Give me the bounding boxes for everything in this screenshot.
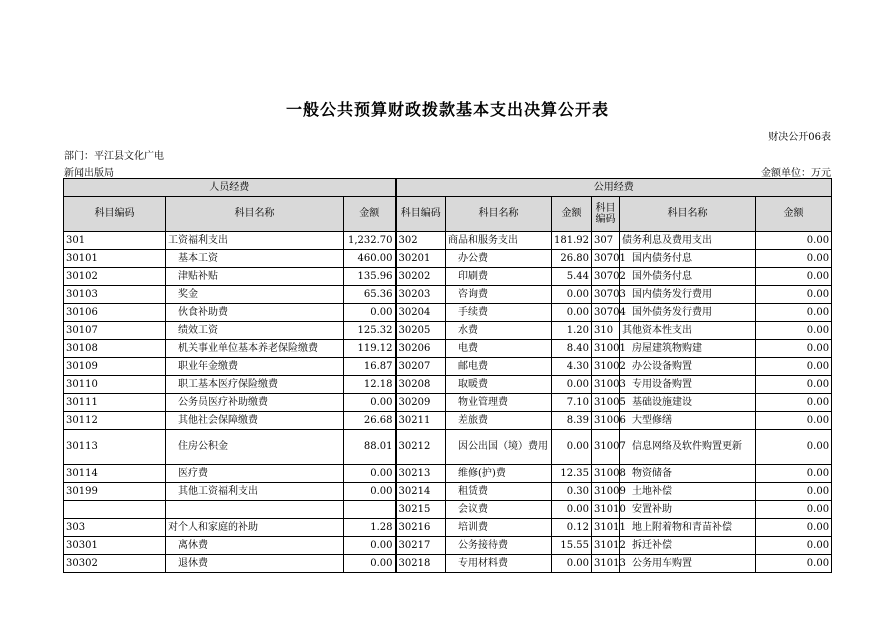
name-cell: 会议费: [446, 501, 552, 519]
name-cell: 培训费: [446, 519, 552, 537]
code-cell: 30206: [396, 340, 446, 358]
name-cell: 债务利息及费用支出: [620, 232, 756, 250]
amount-cell: 26.68: [344, 412, 396, 430]
table-row: [64, 232, 832, 250]
name-cell: 退休费: [166, 555, 344, 573]
col-amount-header: 金额: [756, 197, 832, 232]
name-cell: 公务接待费: [446, 537, 552, 555]
name-cell: 其他资本性支出: [620, 322, 756, 340]
amount-cell: 65.36: [344, 286, 396, 304]
name-cell: 取暖费: [446, 376, 552, 394]
amount-cell: 460.00: [344, 250, 396, 268]
name-cell: 专用设备购置: [620, 376, 756, 394]
amount-cell: 0.00: [344, 483, 396, 501]
table-row: [64, 555, 832, 573]
amount-cell: 1.28: [344, 519, 396, 537]
col-code-header: 科目编码: [64, 197, 166, 232]
amount-cell: 16.87: [344, 358, 396, 376]
amount-cell: 0.00: [552, 501, 592, 519]
name-cell: 基础设施建设: [620, 394, 756, 412]
table-row: [64, 537, 832, 555]
name-cell: 国内债务发行费用: [620, 286, 756, 304]
table-row: [64, 304, 832, 322]
col-name-header: 科目名称: [166, 197, 344, 232]
name-cell: 租赁费: [446, 483, 552, 501]
code-cell: 30103: [64, 286, 166, 304]
code-cell: 31013: [592, 555, 620, 573]
code-cell: 30208: [396, 376, 446, 394]
amount-cell: 0.00: [344, 394, 396, 412]
code-cell: 30211: [396, 412, 446, 430]
table-row: [64, 250, 832, 268]
col-name-header: 科目名称: [446, 197, 552, 232]
name-cell: 差旅费: [446, 412, 552, 430]
code-cell: 30106: [64, 304, 166, 322]
name-cell: 水费: [446, 322, 552, 340]
amount-cell: 0.00: [756, 232, 832, 250]
name-cell: 国内债务付息: [620, 250, 756, 268]
table-row: [64, 412, 832, 430]
code-cell: 30203: [396, 286, 446, 304]
amount-cell: 0.00: [756, 358, 832, 376]
code-cell: 30212: [396, 430, 446, 465]
code-cell: 30302: [64, 555, 166, 573]
code-cell: 30218: [396, 555, 446, 573]
code-cell: 30110: [64, 376, 166, 394]
name-cell: 离休费: [166, 537, 344, 555]
amount-cell: 0.00: [756, 322, 832, 340]
code-cell: 30703: [592, 286, 620, 304]
code-cell: 30201: [396, 250, 446, 268]
code-cell: 30216: [396, 519, 446, 537]
amount-cell: 12.18: [344, 376, 396, 394]
name-cell: 信息网络及软件购置更新: [620, 430, 756, 465]
amount-cell: 0.00: [756, 430, 832, 465]
col-name-header: 科目名称: [620, 197, 756, 232]
table-row: [64, 483, 832, 501]
table-row: [64, 501, 832, 519]
code-cell: 31012: [592, 537, 620, 555]
amount-cell: 0.00: [552, 376, 592, 394]
amount-cell: 0.00: [552, 304, 592, 322]
amount-cell: 8.40: [552, 340, 592, 358]
amount-cell: 5.44: [552, 268, 592, 286]
name-cell: 其他社会保障缴费: [166, 412, 344, 430]
name-cell: 职业年金缴费: [166, 358, 344, 376]
code-cell: 302: [396, 232, 446, 250]
name-cell: 因公出国（境）费用: [446, 430, 552, 465]
code-cell: 30204: [396, 304, 446, 322]
code-cell: 30112: [64, 412, 166, 430]
amount-cell: 26.80: [552, 250, 592, 268]
code-cell: 30101: [64, 250, 166, 268]
code-cell: 30114: [64, 465, 166, 483]
personnel-header: 人员经费: [64, 179, 396, 197]
code-cell: 30202: [396, 268, 446, 286]
name-cell: 奖金: [166, 286, 344, 304]
code-cell: [64, 501, 166, 519]
name-cell: 医疗费: [166, 465, 344, 483]
table-row: [64, 322, 832, 340]
name-cell: 安置补助: [620, 501, 756, 519]
name-cell: 电费: [446, 340, 552, 358]
code-cell: 31010: [592, 501, 620, 519]
amount-cell: 1.20: [552, 322, 592, 340]
name-cell: 职工基本医疗保险缴费: [166, 376, 344, 394]
amount-cell: 135.96: [344, 268, 396, 286]
table-row: [64, 430, 832, 465]
amount-cell: 0.00: [552, 555, 592, 573]
code-cell: 310: [592, 322, 620, 340]
code-cell: 31009: [592, 483, 620, 501]
department-label: 部门：平江县文化广电: [64, 151, 164, 162]
amount-cell: 0.00: [344, 465, 396, 483]
name-cell: 国外债务付息: [620, 268, 756, 286]
name-cell: 基本工资: [166, 250, 344, 268]
code-cell: 30215: [396, 501, 446, 519]
amount-cell: 8.39: [552, 412, 592, 430]
code-cell: 31011: [592, 519, 620, 537]
amount-unit: 金额单位：万元: [761, 168, 831, 179]
amount-cell: 0.00: [756, 483, 832, 501]
name-cell: 公务员医疗补助缴费: [166, 394, 344, 412]
code-cell: 30205: [396, 322, 446, 340]
amount-cell: 0.00: [344, 304, 396, 322]
amount-cell: 119.12: [344, 340, 396, 358]
name-cell: 伙食补助费: [166, 304, 344, 322]
table-row: [64, 519, 832, 537]
name-cell: 公务用车购置: [620, 555, 756, 573]
name-cell: 商品和服务支出: [446, 232, 552, 250]
table-row: [64, 465, 832, 483]
amount-cell: 88.01: [344, 430, 396, 465]
table-row: [64, 376, 832, 394]
name-cell: [166, 501, 344, 519]
amount-cell: 0.00: [756, 340, 832, 358]
table-row: [64, 358, 832, 376]
form-number: 财决公开06表: [768, 132, 831, 143]
code-cell: 30209: [396, 394, 446, 412]
code-cell: 30108: [64, 340, 166, 358]
name-cell: 印刷费: [446, 268, 552, 286]
code-cell: 30111: [64, 394, 166, 412]
name-cell: 维修(护)费: [446, 465, 552, 483]
amount-cell: 0.00: [756, 376, 832, 394]
amount-cell: 0.30: [552, 483, 592, 501]
name-cell: 手续费: [446, 304, 552, 322]
amount-cell: 0.00: [552, 430, 592, 465]
name-cell: 对个人和家庭的补助: [166, 519, 344, 537]
code-cell: 31007: [592, 430, 620, 465]
amount-cell: 0.00: [552, 286, 592, 304]
page-title: 一般公共预算财政拨款基本支出决算公开表: [285, 100, 609, 119]
name-cell: 邮电费: [446, 358, 552, 376]
code-cell: 30207: [396, 358, 446, 376]
code-cell: 307: [592, 232, 620, 250]
public-header: 公用经费: [396, 179, 832, 197]
code-cell: 30107: [64, 322, 166, 340]
amount-cell: 125.32: [344, 322, 396, 340]
code-cell: 30704: [592, 304, 620, 322]
table-row: [64, 268, 832, 286]
name-cell: 办公费: [446, 250, 552, 268]
amount-cell: 4.30: [552, 358, 592, 376]
code-cell: 30702: [592, 268, 620, 286]
name-cell: 物业管理费: [446, 394, 552, 412]
col-amount-header: 金额: [344, 197, 396, 232]
name-cell: 土地补偿: [620, 483, 756, 501]
code-cell: 30109: [64, 358, 166, 376]
table-row: [64, 286, 832, 304]
name-cell: 其他工资福利支出: [166, 483, 344, 501]
code-cell: 303: [64, 519, 166, 537]
name-cell: 办公设备购置: [620, 358, 756, 376]
name-cell: 物资储备: [620, 465, 756, 483]
name-cell: 房屋建筑物购建: [620, 340, 756, 358]
department-label-cont: 新闻出版局: [64, 168, 114, 179]
table-row: [64, 394, 832, 412]
amount-cell: 7.10: [552, 394, 592, 412]
code-cell: 31003: [592, 376, 620, 394]
code-cell: 30113: [64, 430, 166, 465]
amount-cell: 0.00: [756, 268, 832, 286]
code-cell: 31006: [592, 412, 620, 430]
amount-cell: 12.35: [552, 465, 592, 483]
header-row-1: [64, 179, 832, 197]
amount-cell: 0.00: [756, 394, 832, 412]
amount-cell: 181.92: [552, 232, 592, 250]
amount-cell: 0.00: [756, 501, 832, 519]
name-cell: 拆迁补偿: [620, 537, 756, 555]
name-cell: 专用材料费: [446, 555, 552, 573]
amount-cell: 15.55: [552, 537, 592, 555]
code-cell: 30199: [64, 483, 166, 501]
header-row-2: [64, 197, 832, 232]
code-cell: 30701: [592, 250, 620, 268]
name-cell: 地上附着物和青苗补偿: [620, 519, 756, 537]
name-cell: 机关事业单位基本养老保险缴费: [166, 340, 344, 358]
table-row: [64, 340, 832, 358]
amount-cell: 0.12: [552, 519, 592, 537]
code-cell: 301: [64, 232, 166, 250]
code-cell: 30217: [396, 537, 446, 555]
amount-cell: 0.00: [756, 250, 832, 268]
amount-cell: 0.00: [756, 519, 832, 537]
name-cell: 住房公积金: [166, 430, 344, 465]
code-cell: 31002: [592, 358, 620, 376]
name-cell: 国外债务发行费用: [620, 304, 756, 322]
amount-cell: 0.00: [756, 555, 832, 573]
amount-cell: [344, 501, 396, 519]
name-cell: 咨询费: [446, 286, 552, 304]
amount-cell: 1,232.70: [344, 232, 396, 250]
code-cell: 30214: [396, 483, 446, 501]
col-code-header: 科目编码: [592, 197, 620, 232]
code-cell: 31005: [592, 394, 620, 412]
name-cell: 绩效工资: [166, 322, 344, 340]
code-cell: 30213: [396, 465, 446, 483]
name-cell: 津贴补贴: [166, 268, 344, 286]
col-code-header: 科目编码: [396, 197, 446, 232]
amount-cell: 0.00: [756, 537, 832, 555]
name-cell: 工资福利支出: [166, 232, 344, 250]
code-cell: 31001: [592, 340, 620, 358]
expense-table: [63, 178, 832, 573]
col-amount-header: 金额: [552, 197, 592, 232]
code-cell: 30102: [64, 268, 166, 286]
amount-cell: 0.00: [756, 465, 832, 483]
amount-cell: 0.00: [756, 412, 832, 430]
amount-cell: 0.00: [344, 537, 396, 555]
amount-cell: 0.00: [756, 304, 832, 322]
amount-cell: 0.00: [344, 555, 396, 573]
name-cell: 大型修缮: [620, 412, 756, 430]
code-cell: 31008: [592, 465, 620, 483]
amount-cell: 0.00: [756, 286, 832, 304]
code-cell: 30301: [64, 537, 166, 555]
